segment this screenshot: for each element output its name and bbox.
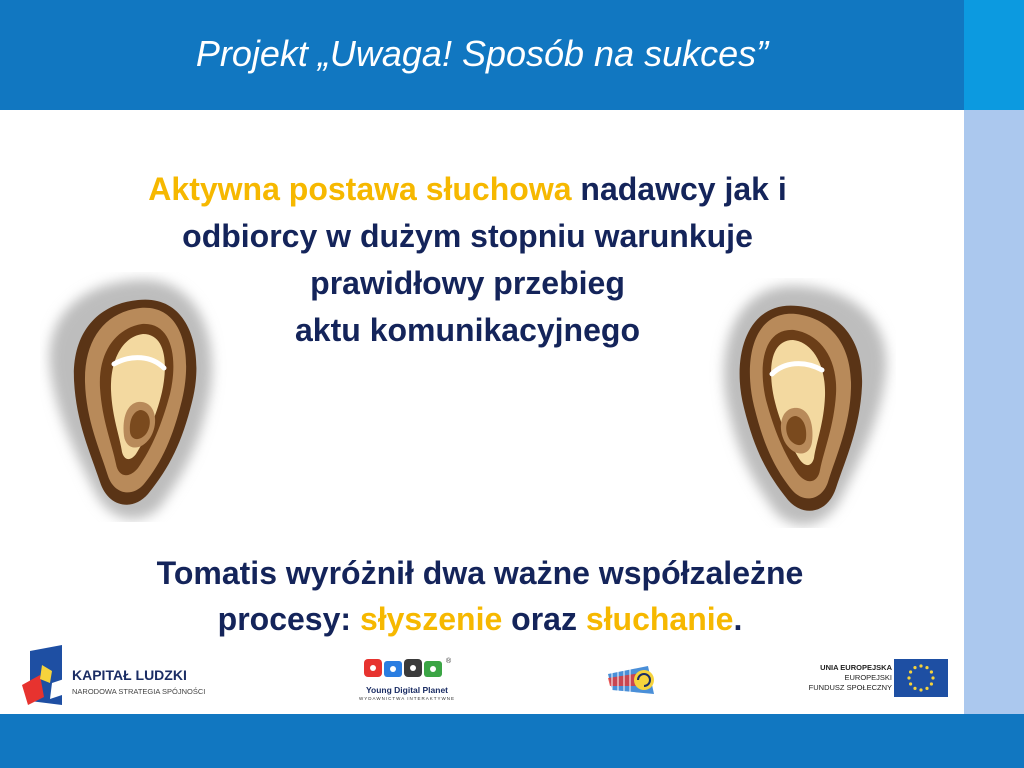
main-text-line1: nadawcy jak i — [571, 171, 787, 207]
right-sidebar-strip — [964, 110, 1024, 714]
right-ear-illustration — [706, 278, 896, 528]
kapital-ludzki-title: KAPITAŁ LUDZKI — [72, 667, 187, 683]
main-text-line2: odbiorcy w dużym stopniu warunkuje — [182, 218, 753, 254]
eu-line2: EUROPEJSKI — [844, 673, 892, 682]
footer-bar — [0, 714, 1024, 768]
ydp-characters-icon — [352, 655, 462, 685]
kapital-ludzki-emblem-icon — [22, 645, 68, 709]
highlight-phrase: Aktywna postawa słuchowa — [148, 171, 572, 207]
bottom-end: . — [733, 601, 743, 637]
main-text-line4: aktu komunikacyjnego — [295, 312, 640, 348]
bottom-part2: oraz — [502, 601, 586, 637]
header-accent — [964, 0, 1024, 110]
bottom-line1: Tomatis wyróżnił dwa ważne współzależne — [156, 555, 804, 591]
word-hearing: słyszenie — [359, 601, 503, 637]
ydp-registered-mark: ® — [446, 658, 452, 665]
partner-logo-icon — [604, 660, 660, 700]
young-digital-planet-logo — [352, 655, 462, 705]
kapital-ludzki-subtitle: NARODOWA STRATEGIA SPÓJNOŚCI — [72, 687, 206, 696]
ydp-subtitle: WYDAWNICTWA INTERAKTYWNE — [359, 696, 455, 701]
bottom-part1: procesy: — [217, 601, 360, 637]
eu-flag-icon — [894, 659, 948, 697]
eu-logo — [800, 657, 950, 702]
slide-title: Projekt „Uwaga! Sposób na sukces” — [195, 33, 769, 74]
left-ear-illustration — [40, 272, 230, 522]
eu-text — [809, 663, 892, 693]
eu-line1: UNIA EUROPEJSKA — [820, 663, 892, 672]
main-text-line3: prawidłowy przebieg — [310, 265, 625, 301]
bottom-statement — [40, 550, 920, 642]
eu-line3: FUNDUSZ SPOŁECZNY — [808, 683, 892, 692]
word-listening: słuchanie — [585, 601, 734, 637]
kapital-ludzki-logo — [22, 645, 222, 709]
ydp-name: Young Digital Planet — [365, 685, 448, 695]
